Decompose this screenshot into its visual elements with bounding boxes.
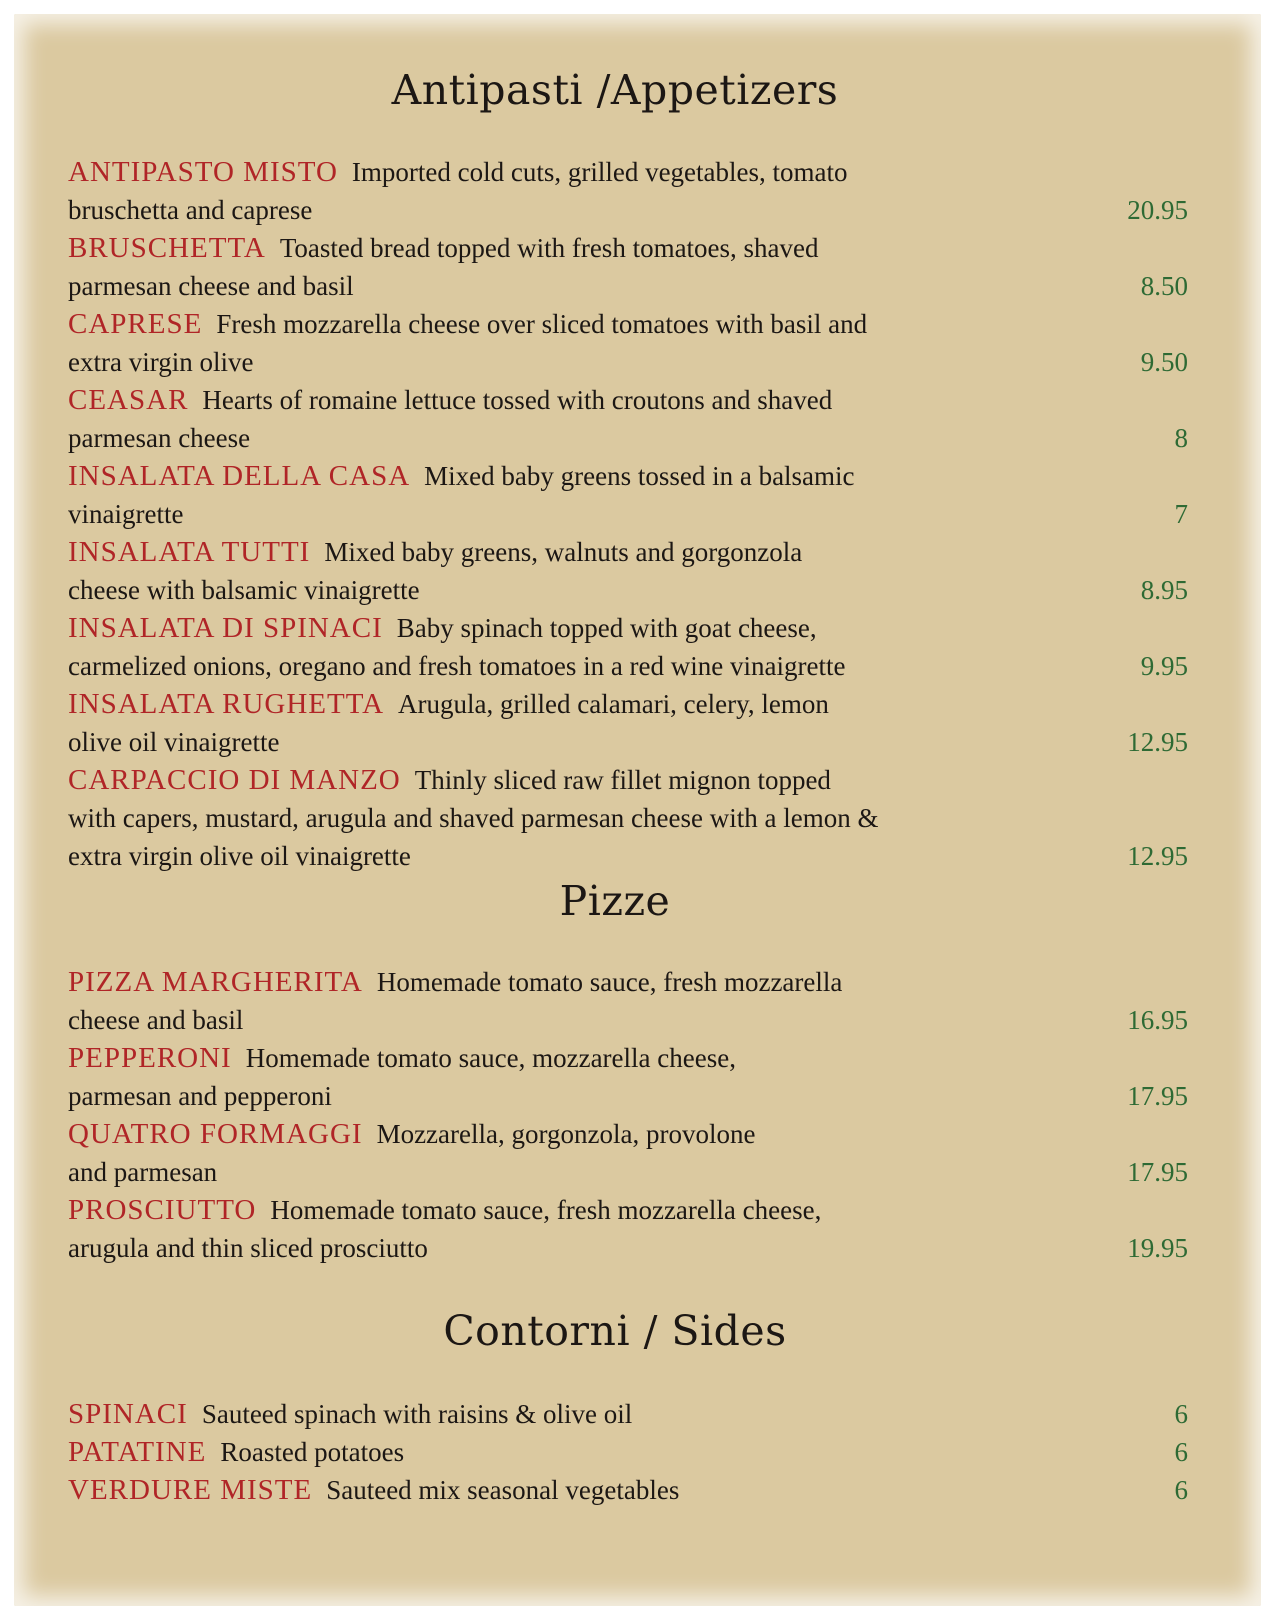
menu-item bbox=[68, 1395, 1188, 1433]
menu-item-line bbox=[68, 1077, 1188, 1115]
menu-item-line bbox=[68, 761, 1188, 799]
menu-item-line bbox=[68, 963, 1188, 1001]
menu-item-description: cheese with balsamic vinaigrette bbox=[68, 575, 420, 605]
menu-item-description: parmesan cheese bbox=[68, 423, 251, 453]
menu-item-name: PIZZA MARGHERITA bbox=[68, 966, 363, 998]
menu-item-line bbox=[68, 837, 1188, 875]
menu-item-price: 16.95 bbox=[1127, 1005, 1188, 1035]
menu-item-line bbox=[68, 457, 1188, 495]
menu-item-line bbox=[68, 1115, 1188, 1153]
menu-item-description: Mozzarella, gorgonzola, provolone bbox=[376, 1119, 756, 1149]
section-title: Contorni / Sides bbox=[443, 1307, 787, 1355]
menu-item-line bbox=[68, 533, 1188, 571]
section-title: Pizze bbox=[559, 877, 671, 925]
menu-item-price: 9.95 bbox=[1140, 651, 1188, 681]
menu-item-line bbox=[68, 799, 1188, 837]
menu-item bbox=[68, 1115, 1188, 1191]
menu-item-price: 6 bbox=[1174, 1399, 1188, 1429]
menu-item-description: olive oil vinaigrette bbox=[68, 727, 280, 757]
menu-item-description: cheese and basil bbox=[68, 1005, 244, 1035]
menu-item-description: Homemade tomato sauce, fresh mozzarella cheese, bbox=[270, 1195, 822, 1225]
menu-item-description: extra virgin olive bbox=[68, 347, 254, 377]
menu-item-line bbox=[68, 571, 1188, 609]
menu-item-line bbox=[68, 1229, 1188, 1267]
menu-item-description: Thinly sliced raw fillet mignon topped bbox=[414, 765, 831, 795]
menu-item-description: Toasted bread topped with fresh tomatoes, shaved bbox=[279, 233, 819, 263]
menu-item bbox=[68, 1191, 1188, 1267]
menu-item-line bbox=[68, 1433, 1188, 1471]
menu-item bbox=[68, 533, 1188, 609]
menu-item-line bbox=[68, 419, 1188, 457]
menu-item-line bbox=[68, 343, 1188, 381]
menu-item-line bbox=[68, 609, 1188, 647]
menu-item-description: Sauteed mix seasonal vegetables bbox=[326, 1475, 680, 1505]
menu-item-line bbox=[68, 1039, 1188, 1077]
menu-item-line bbox=[68, 1471, 1188, 1509]
menu-item-description: Homemade tomato sauce, fresh mozzarella bbox=[376, 967, 843, 997]
menu-item bbox=[68, 381, 1188, 457]
menu-item-line bbox=[68, 495, 1188, 533]
menu-item-description: Baby spinach topped with goat cheese, bbox=[396, 613, 817, 643]
menu-item-description: Arugula, grilled calamari, celery, lemon bbox=[398, 689, 829, 719]
menu-item-price: 6 bbox=[1174, 1475, 1188, 1505]
menu-item-line bbox=[68, 1191, 1188, 1229]
menu-item-name: INSALATA RUGHETTA bbox=[68, 688, 385, 720]
menu-item-name: INSALATA DI SPINACI bbox=[68, 612, 383, 644]
menu-item-line bbox=[68, 685, 1188, 723]
menu-item-description: with capers, mustard, arugula and shaved parmesan cheese with a lemon & bbox=[68, 803, 879, 833]
menu-item-name: BRUSCHETTA bbox=[68, 232, 266, 264]
menu-item-price: 7 bbox=[1174, 499, 1188, 529]
menu-item-description: extra virgin olive oil vinaigrette bbox=[68, 841, 411, 871]
menu-item-line bbox=[68, 723, 1188, 761]
menu-item-price: 12.95 bbox=[1127, 727, 1188, 757]
menu-item-description: Mixed baby greens tossed in a balsamic bbox=[424, 461, 855, 491]
menu-item-name: VERDURE MISTE bbox=[68, 1474, 313, 1506]
menu-item bbox=[68, 305, 1188, 381]
menu-item-description: arugula and thin sliced prosciutto bbox=[68, 1233, 428, 1263]
menu-item bbox=[68, 457, 1188, 533]
menu-item-description: Fresh mozzarella cheese over sliced tomatoes with basil and bbox=[216, 309, 868, 339]
menu-item-price: 8 bbox=[1174, 423, 1188, 453]
menu-item-price: 17.95 bbox=[1127, 1157, 1188, 1187]
menu-item-price: 17.95 bbox=[1127, 1081, 1188, 1111]
menu-item-description: Imported cold cuts, grilled vegetables, tomato bbox=[351, 157, 848, 187]
menu-item-line bbox=[68, 191, 1188, 229]
menu-item-description: Mixed baby greens, walnuts and gorgonzola bbox=[324, 537, 803, 567]
menu-item-description: Sauteed spinach with raisins & olive oil bbox=[201, 1399, 633, 1429]
menu-item bbox=[68, 963, 1188, 1039]
menu-item bbox=[68, 685, 1188, 761]
menu-item-line bbox=[68, 305, 1188, 343]
menu-item-name: PATATINE bbox=[68, 1436, 207, 1468]
menu-item bbox=[68, 229, 1188, 305]
menu-item-price: 12.95 bbox=[1127, 841, 1188, 871]
menu-item-name: QUATRO FORMAGGI bbox=[68, 1118, 363, 1150]
menu-item-name: PEPPERONI bbox=[68, 1042, 232, 1074]
menu-item-name: INSALATA TUTTI bbox=[68, 536, 311, 568]
section-title: Antipasti /Appetizers bbox=[391, 66, 839, 114]
menu-item-price: 8.50 bbox=[1140, 271, 1188, 301]
menu-item-price: 8.95 bbox=[1140, 575, 1188, 605]
menu-item-description: Hearts of romaine lettuce tossed with croutons and shaved bbox=[202, 385, 833, 415]
menu-item-line bbox=[68, 229, 1188, 267]
menu-item-description: Roasted potatoes bbox=[220, 1437, 405, 1467]
menu-item-description: vinaigrette bbox=[68, 499, 184, 529]
menu-item bbox=[68, 1433, 1188, 1471]
menu-item-line bbox=[68, 1153, 1188, 1191]
menu-item-name: CEASAR bbox=[68, 384, 189, 416]
menu-item bbox=[68, 1039, 1188, 1115]
menu-item-name: PROSCIUTTO bbox=[68, 1194, 257, 1226]
menu-item-description: carmelized onions, oregano and fresh tomatoes in a red wine vinaigrette bbox=[68, 651, 846, 681]
menu-item-price: 6 bbox=[1174, 1437, 1188, 1467]
menu-item-price: 20.95 bbox=[1127, 195, 1188, 225]
menu-item-description: bruschetta and caprese bbox=[68, 195, 313, 225]
menu-item-description: parmesan and pepperoni bbox=[68, 1081, 332, 1111]
menu-item-name: ANTIPASTO MISTO bbox=[68, 156, 338, 188]
menu-item-name: CARPACCIO DI MANZO bbox=[68, 764, 401, 796]
menu-item-description: parmesan cheese and basil bbox=[68, 271, 354, 301]
menu-item-line bbox=[68, 267, 1188, 305]
menu-item-line bbox=[68, 381, 1188, 419]
menu-item bbox=[68, 153, 1188, 229]
menu-item-price: 9.50 bbox=[1140, 347, 1188, 377]
menu-item-line bbox=[68, 1395, 1188, 1433]
menu-item-line bbox=[68, 153, 1188, 191]
menu-item-description: Homemade tomato sauce, mozzarella cheese, bbox=[245, 1043, 736, 1073]
menu-item-line bbox=[68, 647, 1188, 685]
menu-item-name: CAPRESE bbox=[68, 308, 203, 340]
menu-item-description: and parmesan bbox=[68, 1157, 218, 1187]
menu-item-price: 19.95 bbox=[1127, 1233, 1188, 1263]
menu-item-name: INSALATA DELLA CASA bbox=[68, 460, 411, 492]
menu-item bbox=[68, 761, 1188, 875]
menu-item-line bbox=[68, 1001, 1188, 1039]
menu-item-name: SPINACI bbox=[68, 1398, 188, 1430]
menu-item bbox=[68, 1471, 1188, 1509]
menu-item bbox=[68, 609, 1188, 685]
